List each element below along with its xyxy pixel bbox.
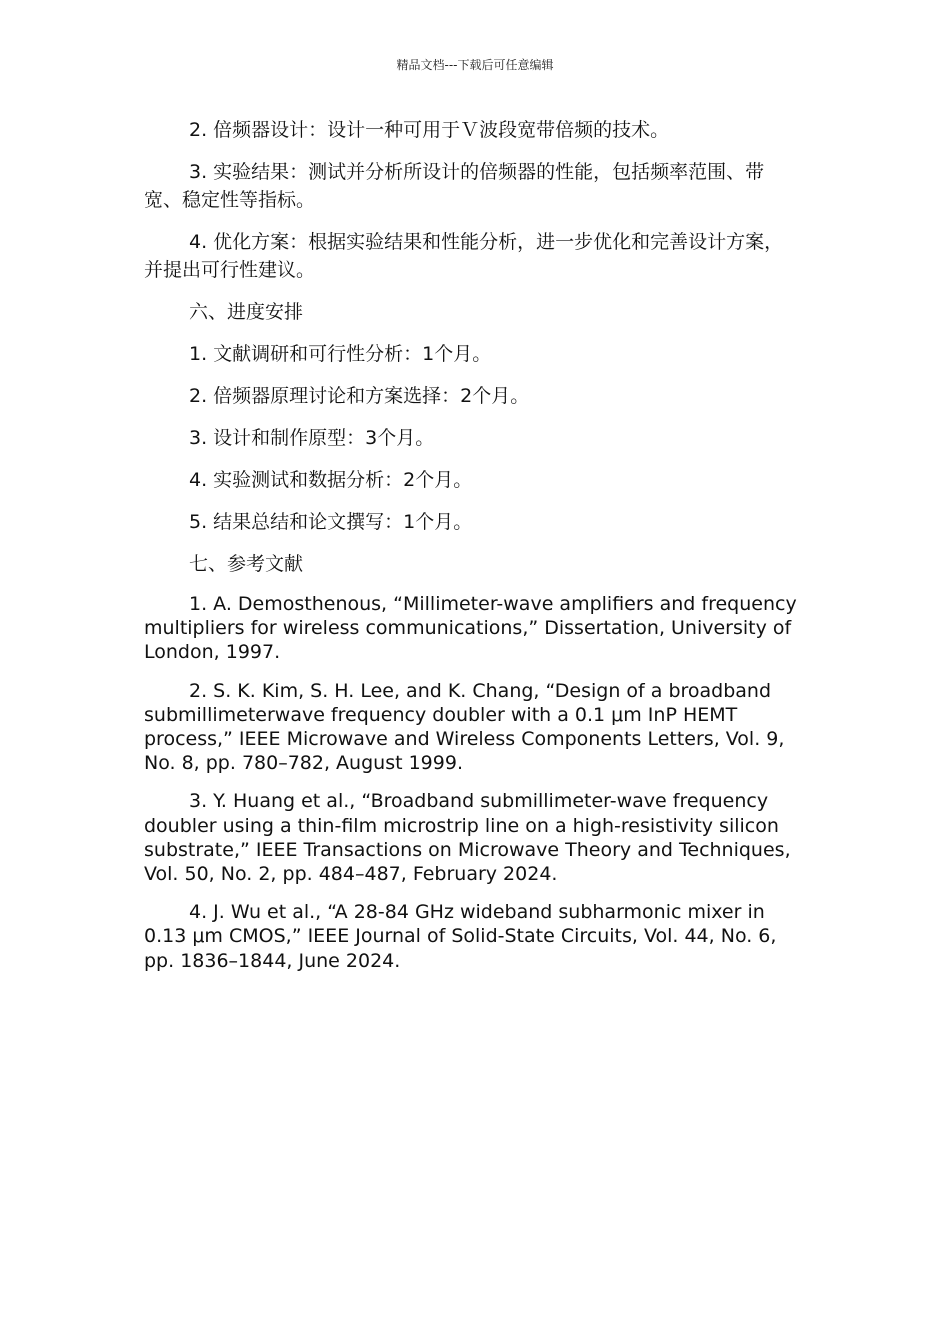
section-heading-references: 七、参考文献 [189, 553, 304, 575]
schedule-item: 4. 实验测试和数据分析：2个月。 [189, 469, 473, 491]
reference-item: 4. J. Wu et al., “A 28-84 GHz wideband subharmonic mixer in 0.13 μm CMOS,” IEEE Journal of Solid-State Circuits, Vol. 44, No. 6, pp. 1836–1844, June 2024. [144, 901, 777, 972]
reference-item: 3. Y. Huang et al., “Broadband submillimeter-wave frequency doubler using a thin-film microstrip line on a high-resistivity silicon substrate,” IEEE Transactions on Microwave Theory and Techniques, Vol. 50, No. 2, pp. 484–487, February 2024. [144, 790, 791, 886]
schedule-item: 3. 设计和制作原型：3个月。 [189, 427, 435, 449]
document-body [144, 116, 800, 987]
page-header: 精品文档---下载后可任意编辑 [396, 58, 554, 72]
content-item-optimization: 4. 优化方案：根据实验结果和性能分析，进一步优化和完善设计方案，并提出可行性建议。 [144, 231, 784, 281]
content-item-results: 3. 实验结果：测试并分析所设计的倍频器的性能，包括频率范围、带宽、稳定性等指标。 [144, 161, 765, 211]
schedule-item: 1. 文献调研和可行性分析：1个月。 [189, 343, 492, 365]
schedule-item: 5. 结果总结和论文撰写：1个月。 [189, 511, 473, 533]
schedule-item: 2. 倍频器原理讨论和方案选择：2个月。 [189, 385, 530, 407]
reference-item: 1. A. Demosthenous, “Millimeter-wave amplifiers and frequency multipliers for wireless communications,” Dissertation, University of London, 1997. [144, 593, 797, 664]
content-item-design: 2. 倍频器设计：设计一种可用于Ｖ波段宽带倍频的技术。 [189, 119, 670, 141]
reference-item: 2. S. K. Kim, S. H. Lee, and K. Chang, “Design of a broadband submillimeterwave frequency doubler with a 0.1 μm InP HEMT process,” IEEE Microwave and Wireless Components Letters, Vol. 9, No. 8, pp. 780–782, August 1999. [144, 679, 785, 775]
section-heading-schedule: 六、进度安排 [189, 301, 304, 323]
